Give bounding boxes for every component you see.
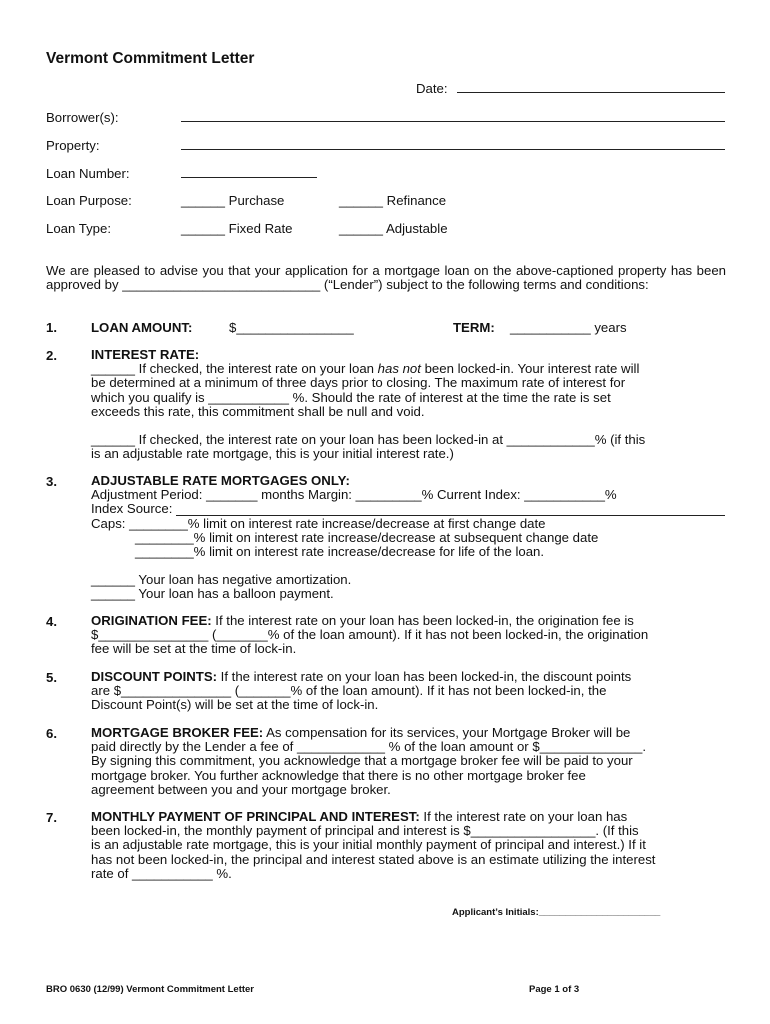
loan-amount-label: LOAN AMOUNT: [91, 320, 193, 335]
monthly-payment-section: MONTHLY PAYMENT OF PRINCIPAL AND INTEREST: If the interest rate on your loan has been locked-in, the monthly payment of principal and interest is $_________________. (If this is an adjustable rate mortgage, this is your initial monthly payment of principal and interest.) If it has not been locked-in, the principal and interest stated above is an estimate utilizing the interest rate of ___________ %. [91, 810, 726, 881]
adjustable-option[interactable]: ______ Adjustable [339, 221, 448, 236]
loan-number-field[interactable] [181, 177, 317, 178]
origination-fee-section: ORIGINATION FEE: If the interest rate on your loan has been locked-in, the origination fee is $_______________ (_______% of the loan amount). If it has not been locked-in, the origination fee will be set at the time of lock-in. [91, 614, 726, 657]
text-line: By signing this commitment, you acknowledge that a mortgage broker fee will be paid to your [91, 753, 633, 769]
not-locked-line[interactable]: ______ If checked, the interest rate on your loan has not been locked-in. Your interest rate will [91, 361, 640, 377]
index-source-line[interactable]: Index Source: [91, 501, 173, 517]
intro-paragraph: We are pleased to advise you that your application for a mortgage loan on the above-captioned property has been approved by ___________________________ (“Lender”) subject to the following terms and conditions: [46, 263, 726, 293]
section-heading: ORIGINATION FEE: [91, 613, 212, 628]
caps-line-3[interactable]: ________% limit on interest rate increase/decrease for life of the loan. [135, 544, 545, 560]
purchase-option[interactable]: ______ Purchase [181, 193, 285, 208]
refinance-option[interactable]: ______ Refinance [339, 193, 447, 208]
term-label: TERM: [453, 320, 495, 335]
borrowers-field[interactable] [181, 121, 725, 122]
loan-number-label: Loan Number: [46, 166, 130, 181]
section-heading: ADJUSTABLE RATE MORTGAGES ONLY: [91, 473, 350, 488]
text-line: has not been locked-in, the principal and interest stated above is an estimate utilizing the interest [91, 851, 656, 867]
property-field[interactable] [181, 149, 725, 150]
balloon-payment-option[interactable]: ______ Your loan has a balloon payment. [91, 586, 334, 602]
date-label: Date: [416, 81, 448, 96]
caps-line-2[interactable]: ________% limit on interest rate increase/decrease at subsequent change date [135, 529, 599, 545]
broker-fee-line[interactable]: paid directly by the Lender a fee of ____________ % of the loan amount or $______________. [91, 739, 647, 755]
interest-rate-section [91, 348, 726, 461]
index-source-field[interactable] [176, 515, 725, 516]
text-line: be determined at a minimum of three days prior to closing. The maximum rate of interest for [91, 375, 626, 391]
origination-fee-line[interactable]: $_______________ (_______% of the loan amount). If it has not been locked-in, the origination [91, 627, 649, 643]
adjustment-period-line[interactable]: Adjustment Period: _______ months Margin: _________% Current Index: ___________% [91, 487, 617, 503]
applicant-initials-field[interactable]: Applicant’s Initials:_______________________ [452, 907, 661, 918]
discount-points-section: DISCOUNT POINTS: If the interest rate on your loan has been locked-in, the discount points are $_______________ (_______% of the loan amount). If it has not been locked-in, the Discount Point(s) will be set at the time of lock-in. [91, 670, 726, 713]
discount-points-line[interactable]: are $_______________ (_______% of the loan amount). If it has not been locked-in, the [91, 683, 607, 699]
text-line: Discount Point(s) will be set at the time of lock-in. [91, 697, 379, 713]
caps-line-1[interactable]: Caps: ________% limit on interest rate increase/decrease at first change date [91, 515, 546, 531]
section-number: 4. [46, 614, 57, 629]
form-id-footer: BRO 0630 (12/99) Vermont Commitment Letter [46, 984, 255, 995]
loan-purpose-label: Loan Purpose: [46, 193, 132, 208]
loan-amount-field[interactable]: $________________ [229, 320, 354, 335]
text-line: is an adjustable rate mortgage, this is your initial monthly payment of principal and interest.) If it [91, 837, 646, 853]
arm-section [91, 474, 726, 602]
text-line: exceeds this rate, this commitment shall be null and void. [91, 403, 425, 419]
borrowers-label: Borrower(s): [46, 110, 119, 125]
locked-in-line[interactable]: ______ If checked, the interest rate on your loan has been locked-in at ____________% (if this [91, 432, 646, 448]
text-line: fee will be set at the time of lock-in. [91, 641, 297, 657]
section-number: 7. [46, 810, 57, 825]
page-number: Page 1 of 3 [529, 984, 580, 995]
interest-rate-estimate-line[interactable]: rate of ___________ %. [91, 865, 232, 881]
text-line: is an adjustable rate mortgage, this is your initial interest rate.) [91, 446, 454, 462]
section-number: 3. [46, 474, 57, 489]
section-number: 2. [46, 348, 57, 363]
date-field[interactable] [457, 92, 725, 93]
property-label: Property: [46, 138, 100, 153]
section-number: 6. [46, 726, 57, 741]
monthly-payment-line[interactable]: been locked-in, the monthly payment of principal and interest is $_________________. (If this [91, 823, 639, 839]
section-heading: INTEREST RATE: [91, 347, 200, 362]
loan-type-label: Loan Type: [46, 221, 112, 236]
section-heading: MONTHLY PAYMENT OF PRINCIPAL AND INTEREST: [91, 809, 420, 824]
fixed-rate-option[interactable]: ______ Fixed Rate [181, 221, 293, 236]
negative-amortization-option[interactable]: ______ Your loan has negative amortization. [91, 572, 352, 588]
section-number: 1. [46, 320, 57, 335]
broker-fee-section: MORTGAGE BROKER FEE: As compensation for its services, your Mortgage Broker will be paid directly by the Lender a fee of ____________ % of the loan amount or $______________. By signing this commitment, you acknowledge that a mortgage broker fee will be paid to your mortgage broker. You further acknowledge that there is no other mortgage broker fee agreement between you and your mortgage broker. [91, 726, 726, 797]
document-title: Vermont Commitment Letter [46, 50, 255, 67]
text-line: mortgage broker. You further acknowledge that there is no other mortgage broker fee [91, 767, 586, 783]
term-field[interactable]: ___________ years [510, 320, 627, 335]
section-heading: MORTGAGE BROKER FEE: [91, 725, 264, 740]
section-heading: DISCOUNT POINTS: [91, 669, 218, 684]
qualify-rate-line[interactable]: which you qualify is ___________ %. Should the rate of interest at the time the rate is set [91, 389, 611, 405]
section-number: 5. [46, 670, 57, 685]
text-line: agreement between you and your mortgage broker. [91, 781, 391, 797]
